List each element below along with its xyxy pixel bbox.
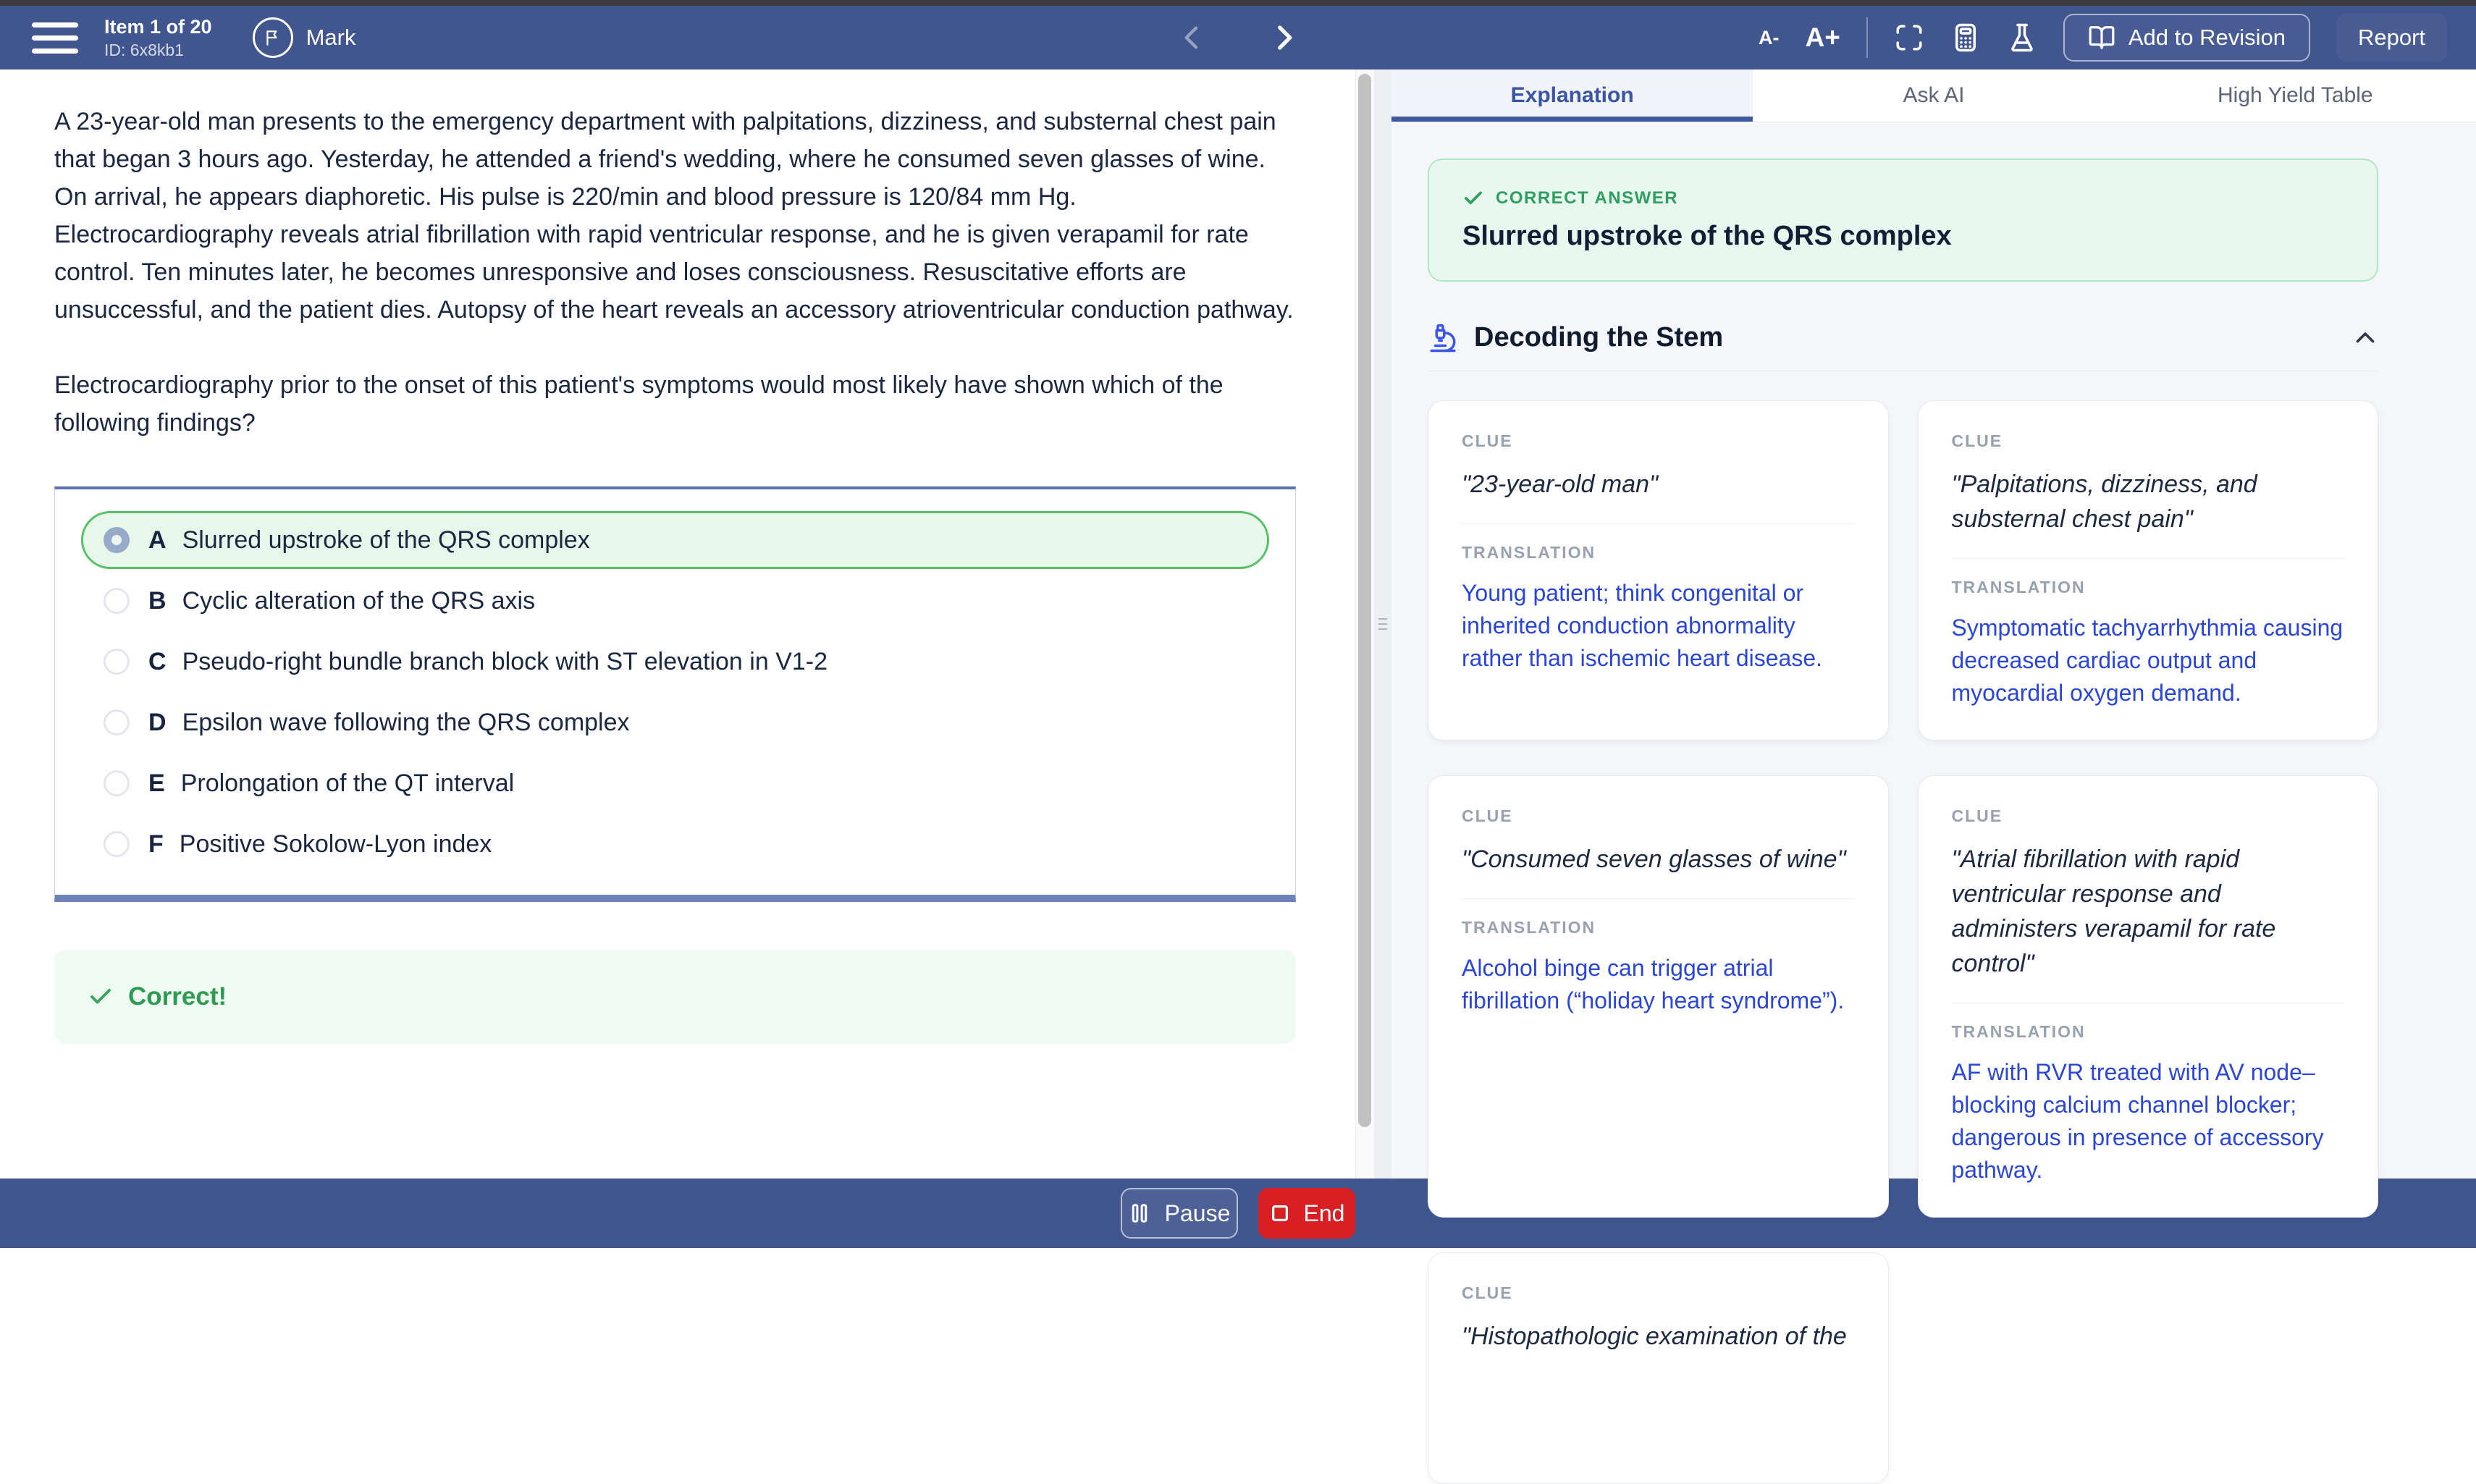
choice-text: Prolongation of the QT interval [180, 769, 515, 797]
choice-e[interactable] [81, 754, 1269, 812]
tab-explanation[interactable]: Explanation [1391, 69, 1753, 122]
collapse-section-button[interactable] [2352, 325, 2378, 351]
section-title: Decoding the Stem [1474, 322, 1724, 353]
choice-letter: B [148, 586, 167, 615]
radio-selected-icon[interactable] [104, 527, 130, 553]
header-divider [1866, 17, 1868, 58]
choice-letter: D [148, 708, 167, 736]
window-top-strip [0, 0, 2476, 6]
report-button[interactable]: Report [2336, 14, 2447, 62]
question-lead-in: Electrocardiography prior to the onset of this patient's symptoms would most likely have shown which of the following findings? [54, 371, 1224, 437]
question-panel [0, 69, 1374, 1179]
check-icon [1462, 187, 1484, 209]
clue-text: "Histopathologic examination of the [1462, 1323, 1847, 1350]
flask-icon [2007, 22, 2037, 53]
chevron-left-icon [1178, 23, 1207, 52]
fullscreen-button[interactable] [1894, 22, 1924, 53]
previous-item-button[interactable] [1167, 6, 1218, 69]
question-scrollbar[interactable] [1355, 69, 1374, 1179]
pause-button[interactable] [1121, 1188, 1238, 1239]
panel-resize-handle[interactable] [1374, 69, 1391, 1179]
translation-text: Alcohol binge can trigger atrial fibrillation (“holiday heart syndrome”). [1462, 955, 1845, 1013]
choice-text: Slurred upstroke of the QRS complex [182, 526, 590, 554]
microscope-icon [1428, 323, 1458, 353]
translation-text: Young patient; think congenital or inherited conduction abnormality rather than ischemic heart disease. [1462, 580, 1823, 671]
correct-answer-card [1428, 159, 2378, 282]
clue-card [1918, 775, 2379, 1218]
choice-text: Cyclic alteration of the QRS axis [182, 586, 536, 615]
flag-icon [253, 17, 293, 58]
item-info [104, 15, 212, 61]
header-left-group [32, 15, 355, 61]
header-right-group [1759, 14, 2447, 62]
end-label: End [1303, 1200, 1345, 1226]
choice-letter: C [148, 647, 167, 675]
translation-label: TRANSLATION [1951, 1022, 2086, 1041]
clue-label: CLUE [1462, 1283, 1513, 1302]
translation-text: Symptomatic tachyarrhythmia causing decreased cardiac output and myocardial oxygen demand. [1951, 615, 2344, 706]
choice-b[interactable] [81, 572, 1269, 630]
choice-letter: A [148, 526, 167, 554]
clue-card [1918, 400, 2379, 741]
correct-answer-label: CORRECT ANSWER [1496, 188, 1679, 208]
clue-card [1428, 1252, 1889, 1484]
font-increase-button[interactable]: A+ [1805, 22, 1840, 52]
stop-icon [1269, 1202, 1291, 1224]
card-divider [1952, 558, 2345, 559]
grip-icon [1378, 618, 1387, 630]
end-button[interactable] [1258, 1188, 1355, 1239]
clue-label: CLUE [1951, 806, 2003, 825]
check-icon [88, 984, 114, 1010]
radio-icon[interactable] [104, 770, 130, 796]
pause-label: Pause [1164, 1200, 1231, 1226]
choice-letter: F [148, 830, 164, 858]
clue-text: "23-year-old man" [1462, 471, 1659, 498]
calculator-button[interactable] [1950, 22, 1981, 53]
tab-ask-ai[interactable]: Ask AI [1753, 69, 2114, 122]
answer-choices-box [54, 486, 1296, 902]
calculator-icon [1950, 22, 1981, 53]
chevron-up-icon [2352, 325, 2378, 351]
item-counter: Item 1 of 20 [104, 15, 212, 38]
tab-high-yield-table[interactable]: High Yield Table [2115, 69, 2476, 122]
translation-label: TRANSLATION [1462, 918, 1596, 937]
translation-text: AF with RVR treated with AV node–blocking calcium channel blocker; dangerous in presence of accessory pathway. [1951, 1059, 2324, 1183]
clue-card [1428, 775, 1889, 1218]
feedback-text: Correct! [128, 982, 227, 1011]
question-stem: A 23-year-old man presents to the emergency department with palpitations, dizziness, and substernal chest pain that began 3 hours ago. Yesterday, he attended a friend's wedding, where he consumed seven glasses of wine. On arrival, he appears diaphoretic. His pulse is 220/min and blood pressure is 120/84 mm Hg. Electrocardiography reveals atrial fibrillation with rapid ventricular response, and he is given verapamil for rate control. Ten minutes later, he becomes unresponsive and loses consciousness. Resuscitative efforts are unsuccessful, and the patient dies. Autopsy of the heart reveals an accessory atrioventricular conduction pathway. [54, 108, 1294, 324]
clue-label: CLUE [1462, 806, 1513, 825]
decoding-stem-header [1428, 322, 2378, 353]
radio-icon[interactable] [104, 709, 130, 735]
explanation-scroll-area [1391, 122, 2476, 1350]
chevron-right-icon [1268, 22, 1299, 53]
clue-grid [1428, 400, 2378, 1484]
translation-label: TRANSLATION [1951, 578, 2086, 596]
mark-label: Mark [306, 25, 356, 50]
clue-card [1428, 400, 1889, 741]
menu-button[interactable] [32, 18, 83, 57]
clue-label: CLUE [1462, 431, 1513, 450]
radio-icon[interactable] [104, 831, 130, 857]
choice-d[interactable] [81, 693, 1269, 751]
explanation-panel [1391, 69, 2476, 1350]
choice-text: Positive Sokolow-Lyon index [179, 830, 492, 858]
mark-button[interactable] [253, 17, 356, 58]
correct-answer-text: Slurred upstroke of the QRS complex [1462, 221, 1952, 251]
clue-text: "Palpitations, dizziness, and substernal chest pain" [1951, 471, 2257, 533]
next-item-button[interactable] [1258, 6, 1309, 69]
hamburger-icon [32, 22, 78, 28]
fullscreen-icon [1894, 22, 1924, 53]
choice-text: Pseudo-right bundle branch block with ST elevation in V1-2 [182, 647, 828, 675]
scrollbar-thumb[interactable] [1358, 74, 1371, 1127]
header [0, 6, 2476, 69]
pause-icon [1129, 1202, 1150, 1224]
book-icon [2088, 24, 2115, 51]
add-to-revision-button[interactable] [2063, 14, 2310, 62]
choice-f[interactable] [81, 815, 1269, 873]
card-divider [1462, 523, 1855, 524]
add-to-revision-label: Add to Revision [2128, 25, 2286, 50]
radio-icon[interactable] [104, 649, 130, 675]
explanation-tabs [1391, 69, 2476, 122]
item-id: ID: 6x8kb1 [104, 40, 184, 59]
choice-letter: E [148, 769, 165, 797]
clue-label: CLUE [1951, 431, 2003, 450]
lab-values-button[interactable] [2007, 22, 2037, 53]
choice-a[interactable] [81, 511, 1269, 569]
card-divider [1462, 898, 1855, 899]
radio-icon[interactable] [104, 588, 130, 614]
feedback-banner [54, 950, 1296, 1044]
translation-label: TRANSLATION [1462, 543, 1596, 562]
choice-text: Epsilon wave following the QRS complex [182, 708, 630, 736]
clue-text: "Atrial fibrillation with rapid ventricular response and administers verapamil for rate control" [1951, 846, 2276, 977]
choice-c[interactable] [81, 633, 1269, 691]
clue-text: "Consumed seven glasses of wine" [1462, 846, 1846, 873]
font-decrease-button[interactable]: A- [1759, 26, 1780, 49]
